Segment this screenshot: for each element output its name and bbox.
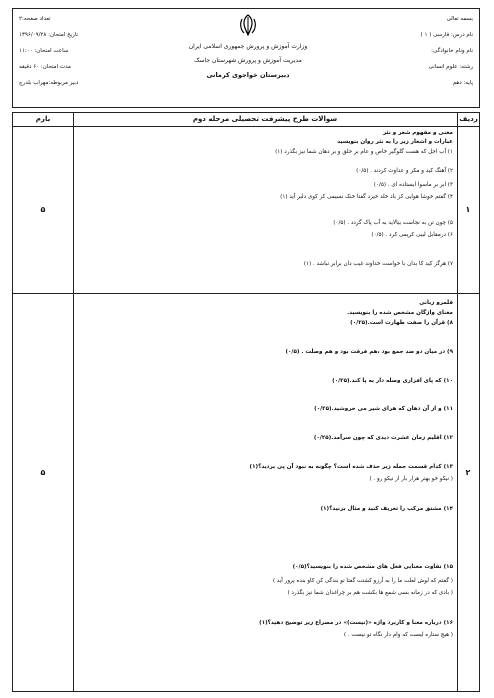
- question-quote: ( گفتم که لوش لعلت ما را به آرزو کشتت گفتا تو بندگی کن کاو بنده پرور آید ): [272, 578, 453, 584]
- exam-header: [12, 8, 480, 108]
- section-number: ۲: [465, 468, 471, 477]
- question-item: ۴) گفتم خوشا هوایی کز باد خلد خیزد گفتا خنک نسیمی کز کوی دلبر آید (۱): [280, 194, 453, 200]
- exam-duration: مدت امتحان: ۶۰ دقیقه: [19, 64, 71, 70]
- question-item: ۸) قرآن را صفت طهارت است.(۰/۲۵): [350, 320, 453, 326]
- column-header-row: ردیف: [459, 115, 478, 123]
- course-name: نام درس: فارسی ( ۱ ): [420, 32, 473, 38]
- directorate-title: مدیریت آموزش و پرورش شهرستان جاسک: [194, 57, 302, 64]
- exam-page: [12, 8, 480, 692]
- question-item: ۱۶) درباره معنا و کاربرد واژه «(نیست)» در مصراع زیر توضیح دهید؟(۱): [259, 620, 453, 626]
- question-item: ۱۴) مشتق مرکب را تعریف کنید و مثال بزنید؟(۱): [320, 506, 453, 512]
- field-of-study: رشته: علوم انسانی: [428, 64, 473, 70]
- question-item: ۱۲) اقلیم زمان عشرت دیدی که چون سرآمد.(۰/۲۵): [313, 435, 453, 441]
- section-title: معنی و مفهوم شعر و نثر: [382, 130, 453, 136]
- question-item: ۱) آب اجل که هست گلوگیر خاص و عام بر حلق و بر دهان شما نیز بگذرد (۱): [275, 149, 453, 155]
- question-item: ۱۰) که پای افزاری وصله دار به پا کند.(۰/۲۵): [332, 378, 453, 384]
- question-item: ۱۳) کدام قسمت جمله زیر حذف شده است؟ چگونه به نبود آن پی بردید؟(۱): [249, 464, 453, 470]
- section-title: قلمرو زبانی: [419, 300, 453, 306]
- section-number: ۱: [465, 205, 471, 214]
- question-item: ۳) ابر بر ماسوا ایستاده ای . (۰/۵): [373, 182, 453, 188]
- header-student-info: [363, 15, 473, 115]
- question-item: ۱۵) تفاوت معنایی فعل های مشخص شده را بنویسید؟(۰/۵): [292, 564, 453, 570]
- iran-emblem-icon: [238, 13, 258, 37]
- teacher-name: دبیر مربوطه:مهراب بلدرچ: [19, 80, 79, 86]
- question-quote: ( نیکو خو بهتر هزار بار از نیکو رو . ): [369, 476, 453, 482]
- question-quote: ( هیچ ستاره لیست که وام دار نگاه تو نیست . ): [343, 632, 453, 638]
- page-count: تعداد صفحه:۲: [19, 16, 51, 22]
- section-score: ۵: [40, 468, 46, 477]
- column-divider: [457, 113, 458, 691]
- question-item: ۷) هرگز کید کا بدان با خواست خداوند غیب دان برابر نباشد . (۱): [303, 261, 453, 267]
- question-item: ۶) درمقابل لیبی کریمی کرد . (۰/۵): [371, 232, 453, 238]
- ministry-title: وزارت آموزش و پرورش جمهوری اسلامی ایران: [188, 43, 308, 50]
- column-header-score: بارم: [35, 115, 51, 123]
- section-instruction: معنای واژگان مشخص شده را بنویسید.: [347, 310, 453, 316]
- bism-text: بسمه تعالی: [446, 16, 473, 22]
- grade-level: پایه: دهم: [452, 80, 473, 86]
- exam-date: تاریخ امتحان: ۱۳۹۶/۰۹/۲۸: [19, 32, 79, 38]
- section1-content: [73, 127, 457, 293]
- questions-table: [12, 112, 480, 692]
- question-quote: ( بادی که در زمانه بسی شمع ها بکشت هم بر چراغدان شما نیز بگذرد ): [287, 590, 453, 596]
- section2-content: [73, 294, 457, 692]
- section-instruction: عبارات و اشعار زیر را به نثر روان بنویسید: [337, 139, 453, 145]
- exam-time: ساعت امتحان: ۱۱:۰۰: [19, 48, 69, 54]
- section-score: ۵: [40, 205, 46, 214]
- question-item: ۵) چون تن به نجاست بیالاید به آب پاک گردد . (۰/۵): [333, 220, 453, 226]
- question-item: ۱۱) و از آن دهان که هرای شیر می خروشید.(۰/۲۵): [314, 406, 453, 412]
- student-name-field: نام ونام خانوادگی:: [431, 48, 473, 54]
- header-center: [163, 9, 333, 109]
- column-header-questions: سوالات طرح پیشرفت تحصیلی مرحله دوم: [192, 115, 338, 123]
- school-name: دبیرستان خواجوی کرمانی: [206, 71, 290, 79]
- question-item: ۲) آهنگ کید و مکر و عداوت کردند . (۰/۵): [356, 168, 453, 174]
- question-item: ۹) در میان دو ضد جمع بود ،هم فرقت بود و هم وصلت . (۰/۵): [285, 349, 453, 355]
- header-exam-info: [19, 15, 124, 115]
